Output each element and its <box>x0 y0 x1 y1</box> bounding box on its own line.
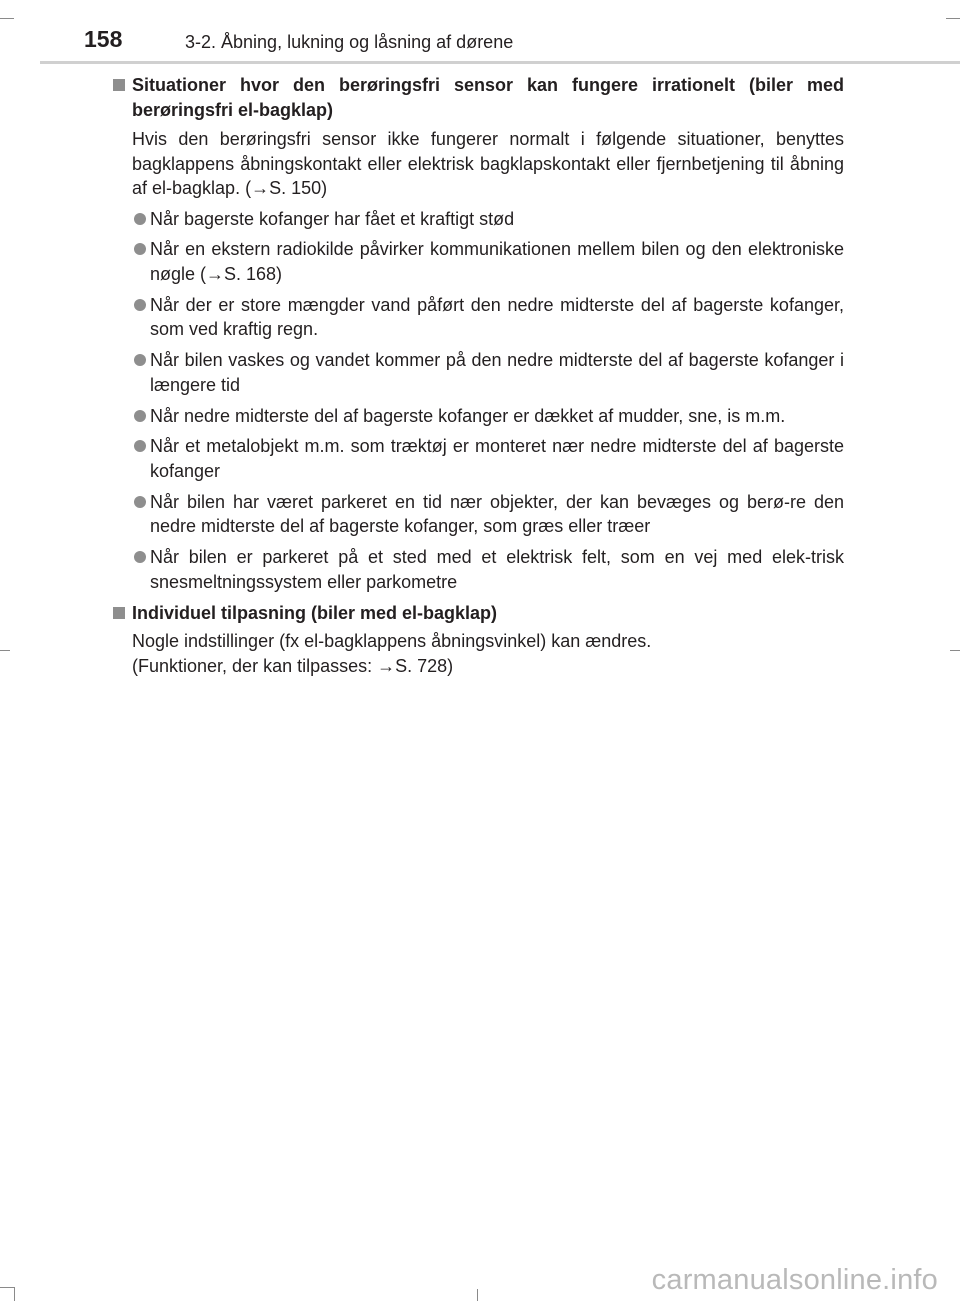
list-item <box>112 404 844 429</box>
customization-reference: (Funktioner, der kan tilpasses: →S. 728) <box>132 655 454 676</box>
section-heading-text: Individuel tilpasning (biler med el-bagklap) <box>132 602 498 623</box>
section-heading-text: Situationer hvor den berøringsfri sensor kan fungere irrationelt (biler med berøringsfri el-bagklap) <box>132 75 844 120</box>
list-item <box>112 545 844 594</box>
crop-mark <box>0 1287 14 1288</box>
list-item <box>112 293 844 342</box>
list-item <box>112 237 844 286</box>
intro-paragraph: Hvis den berøringsfri sensor ikke fungerer normalt i følgende situationer, benyttes bagklappens åbningskontakt eller elektrisk bagklapskontakt eller fjernbetjening til åbning af el-bagklap. (→S. 150) <box>132 129 844 198</box>
page-header <box>0 0 960 64</box>
list-item <box>112 207 844 232</box>
list-item <box>112 434 844 483</box>
crop-mark <box>0 650 10 651</box>
list-item-text: Når der er store mængder vand påført den nedre midterste del af bagerste kofanger, som ved kraftig regn. <box>150 294 844 340</box>
round-bullet-icon <box>134 440 146 452</box>
section-title: 3-2. Åbning, lukning og låsning af dørene <box>185 32 514 52</box>
list-item-text: Når bilen vaskes og vandet kommer på den nedre midterste del af bagerste kofanger i længere tid <box>150 350 844 395</box>
list-item-text: Når bagerste kofanger har fået et kraftigt stød <box>150 208 515 229</box>
round-bullet-icon <box>134 496 146 508</box>
round-bullet-icon <box>134 243 146 255</box>
square-bullet-icon <box>113 607 125 619</box>
round-bullet-icon <box>134 410 146 422</box>
watermark: carmanualsonline.info <box>651 1264 938 1296</box>
page-number: 158 <box>84 26 123 52</box>
customization-line: Nogle indstillinger (fx el-bagklappens åbningsvinkel) kan ændres. <box>132 631 652 652</box>
list-item <box>112 490 844 539</box>
bullet-list <box>112 207 844 595</box>
round-bullet-icon <box>134 213 146 225</box>
section-heading <box>112 73 844 122</box>
header-divider <box>40 61 960 64</box>
page-content <box>112 73 844 678</box>
customization-paragraph <box>112 629 844 678</box>
round-bullet-icon <box>134 299 146 311</box>
crop-mark <box>477 1289 478 1301</box>
list-item-text: Når bilen er parkeret på et sted med et elektrisk felt, som en vej med elek-trisk snesmeltningssystem eller parkometre <box>150 547 844 592</box>
crop-mark <box>14 1287 15 1301</box>
list-item-text: Når en ekstern radiokilde påvirker kommunikationen mellem bilen og den elektroniske nøgle (→S. 168) <box>150 239 844 284</box>
list-item-text: Når et metalobjekt m.m. som træktøj er monteret nær nedre midterste del af bagerste kofanger <box>150 436 844 481</box>
round-bullet-icon <box>134 551 146 563</box>
list-item-text: Når bilen har været parkeret en tid nær objekter, der kan bevæges og berø-re den nedre midterste del af bagerste kofanger, som græs eller træer <box>150 491 844 537</box>
section-heading <box>112 601 844 626</box>
list-item <box>112 348 844 397</box>
crop-mark <box>950 650 960 651</box>
square-bullet-icon <box>113 79 125 91</box>
round-bullet-icon <box>134 354 146 366</box>
list-item-text: Når nedre midterste del af bagerste kofanger er dækket af mudder, sne, is m.m. <box>150 405 786 426</box>
